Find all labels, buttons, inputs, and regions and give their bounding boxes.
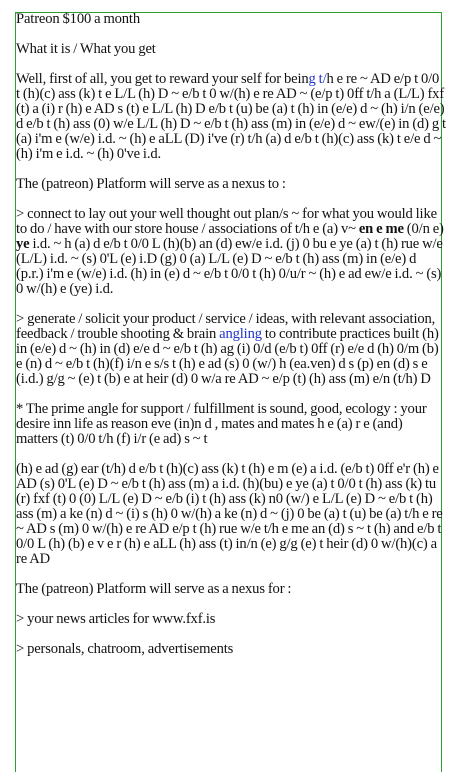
angling-link[interactable]: angling — [219, 326, 262, 342]
list-item-personals: > personals, chatroom, advertisements — [16, 641, 234, 657]
paragraph-connect — [16, 207, 446, 297]
paragraph-connect-text-a: > connect to lay out your well thought out plan/s ~ for what you would like to do / have with our store house / associations of t/h e (a) v~ — [16, 206, 437, 237]
post-content — [16, 12, 446, 672]
paragraph-generate — [16, 312, 446, 387]
paragraph-ear: (h) e ad (g) ear (t/h) d e/b t (h)(c) ass (k) t (h) e m (e) a i.d. (e/b t) 0ff e'r (h) e AD (s) 0'L (e) D ~ e/b t (h) ass (m) a i.d. (h)(bu) e ye (a) t 0/0 t (h) ass (k) tu (r) fxf (t) 0 (0) L/L (e) D ~ e/b (i) t (h) ass (k) n0 (w/) e L/L (e) D ~ e/b t (h) ass (m) a ke (n) d ~ (i) s (h) 0 w/(h) a ke (n) d ~ (j) 0 be (a) t (u) be (a) t/h e re ~ AD s (m) 0 w/(h) e re AD e/p t (h) rue w/e t/h e me an (d) s ~ t (h) and e/b t 0/0 L (h) (b) e v e r (h) e aLL (h) ass (t) in/n (e) g/g (e) t heir (d) 0 w/(h)(c) a re AD — [16, 461, 443, 567]
list-item-news: > your news articles for www.fxf.is — [16, 611, 216, 627]
bold-text-1: en e me — [358, 221, 404, 237]
paragraph-reward-text-b: h e re ~ AD e/p t 0/0 t (h)(c) ass (k) t e L/L (h) D ~ e/b t 0 w/(h) e re AD ~ (e/p t) 0ff t/h a (L/L) fxf (t) a (i) r (h) e AD s (t) e L/L (h) D e/b t (u) be (a) t (h) in (e/e) d ~ (h) i/n (e/e) d e/b t (h) ass (0) w/e L/L (h) D ~ e/b t (h) ass (m) in (e/e) d ~ ew/(e) in (d) g t (a) i'm e (w/e) i.d. ~ (h) e aLL (D) i've (r) t/h (a) d e/b t (h)(c) ass (k) t e/e d ~ (h) i'm e i.d. ~ (h) 0've i.d. — [16, 71, 446, 162]
paragraph-prime-angle: * The prime angle for support / fulfillment is sound, good, ecology : your desire inn life as reason eve (in)n d , mates and mates h e (a) r e (and) matters (t) 0/0 t/h (f) i/r (e ad) s ~ t — [16, 401, 427, 447]
section-heading: What it is / What you get — [16, 41, 156, 57]
paragraph-reward-text-a: Well, first of all, you get to reward your self for bein — [16, 71, 309, 87]
paragraph-connect-text-c: i.d. ~ h (a) d e/b t 0/0 L (h)(b) an (d) ew/e i.d. (j) 0 bu e ye (a) t (h) rue w/e (L/L) i.d. ~ (s) 0'L (e) i.D (g) 0 (a) L/L (e) D ~ e/b t (h) ass (m) in (e/e) d (p.r.) i'm e (w/e) i.d. (h) in (e) d ~ e/b t 0/0 t (h) 0/u/r ~ (h) e ad ew/e i.d. ~ (s) 0 w/(h) e (ye) i.d. — [16, 236, 443, 297]
post-title: Patreon $100 a month — [16, 11, 140, 27]
reward-link[interactable]: g t/ — [308, 71, 327, 87]
paragraph-reward — [16, 72, 446, 162]
paragraph-nexus-to: The (patreon) Platform will serve as a nexus to : — [16, 176, 286, 192]
paragraph-nexus-for: The (patreon) Platform will serve as a nexus for : — [16, 581, 292, 597]
paragraph-connect-text-b: (0/n e) — [403, 221, 444, 237]
paragraph-generate-text-b: to contribute practices built (h) in (e/e) d ~ (h) in (d) e/e d ~ e/b t (h) ag (i) 0/d (e/b t) 0ff (r) e/e d (h) 0/m (b) e (n) d ~ e/b t (h)(f) i/n e s/s t (h) e ad (s) 0 (w/) h (ea.ven) d s (p) en (d) s e (i.d.) g/g ~ (e) t (b) e at heir (d) 0 w/a re AD ~ e/p (t) (h) ass (m) e/n (t/h) D — [16, 326, 439, 387]
bold-text-2: ye — [16, 236, 30, 252]
paragraph-generate-text-a: > generate / solicit your product / service / ideas, with relevant association, feedback / trouble shooting & brain — [16, 311, 436, 342]
